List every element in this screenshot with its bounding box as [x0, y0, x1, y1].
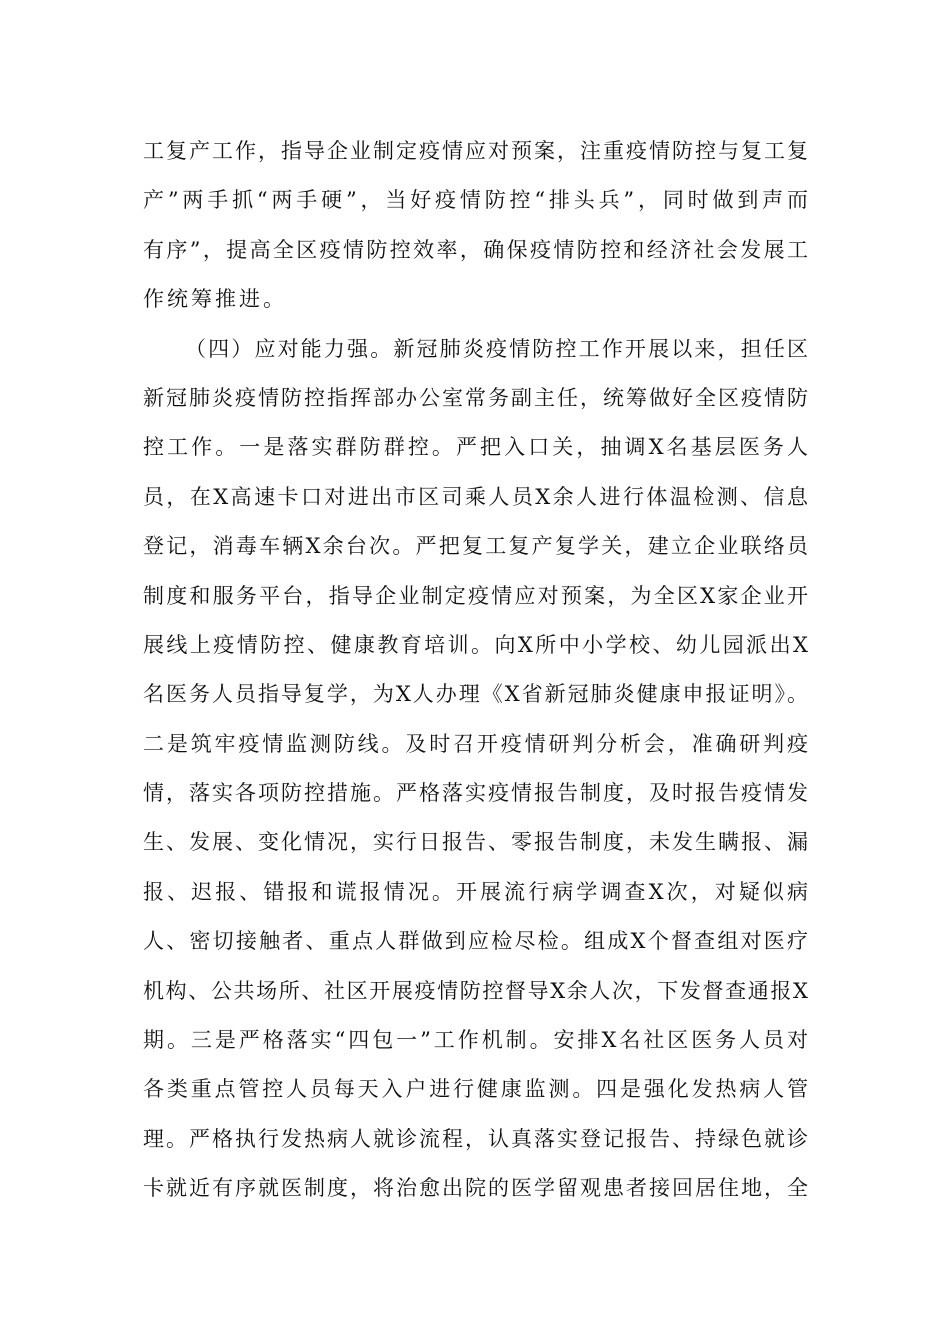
text-line: 展线上疫情防控、健康教育培训。向X所中小学校、幼儿园派出X: [143, 632, 808, 657]
text-line: 期。三是严格落实“四包一”工作机制。安排X名社区医务人员对: [143, 1028, 808, 1053]
text-line: 情，落实各项防控措施。严格落实疫情报告制度，及时报告疫情发: [143, 781, 808, 806]
text-line: （四）应对能力强。新冠肺炎疫情防控工作开展以来，担任区: [185, 336, 808, 361]
text-line: 生、发展、变化情况，实行日报告、零报告制度，未发生瞒报、漏: [143, 830, 808, 855]
text-line: 作统筹推进。: [143, 287, 287, 312]
text-line: 理。严格执行发热病人就诊流程，认真落实登记报告、持绿色就诊: [143, 1126, 808, 1151]
text-line: 员，在X高速卡口对进出市区司乘人员X余人进行体温检测、信息: [143, 484, 808, 509]
text-line: 控工作。一是落实群防群控。严把入口关，抽调X名基层医务人: [143, 435, 808, 460]
text-line: 机构、公共场所、社区开展疫情防控督导X余人次，下发督查通报X: [143, 978, 808, 1003]
text-line: 新冠肺炎疫情防控指挥部办公室常务副主任，统筹做好全区疫情防: [143, 385, 808, 410]
text-line: 报、迟报、错报和谎报情况。开展流行病学调查X次，对疑似病: [143, 879, 808, 904]
text-line: 名医务人员指导复学，为X人办理《X省新冠肺炎健康申报证明》。: [143, 682, 808, 707]
text-line: 有序”，提高全区疫情防控效率，确保疫情防控和经济社会发展工: [143, 237, 808, 262]
text-line: 登记，消毒车辆X余台次。严把复工复产复学关，建立企业联络员: [143, 534, 808, 559]
body-text: [143, 127, 808, 1214]
text-line: 二是筑牢疫情监测防线。及时召开疫情研判分析会，准确研判疫: [143, 731, 808, 756]
text-line: 卡就近有序就医制度，将治愈出院的医学留观患者接回居住地，全: [143, 1176, 808, 1201]
text-line: 工复产工作，指导企业制定疫情应对预案，注重疫情防控与复工复: [143, 139, 808, 163]
text-line: 制度和服务平台，指导企业制定疫情应对预案，为全区X家企业开: [143, 583, 808, 608]
text-line: 各类重点管控人员每天入户进行健康监测。四是强化发热病人管: [143, 1077, 808, 1102]
text-line: 人、密切接触者、重点人群做到应检尽检。组成X个督查组对医疗: [143, 929, 808, 954]
text-line: 产”两手抓“两手硬”，当好疫情防控“排头兵”，同时做到声而: [143, 188, 808, 213]
